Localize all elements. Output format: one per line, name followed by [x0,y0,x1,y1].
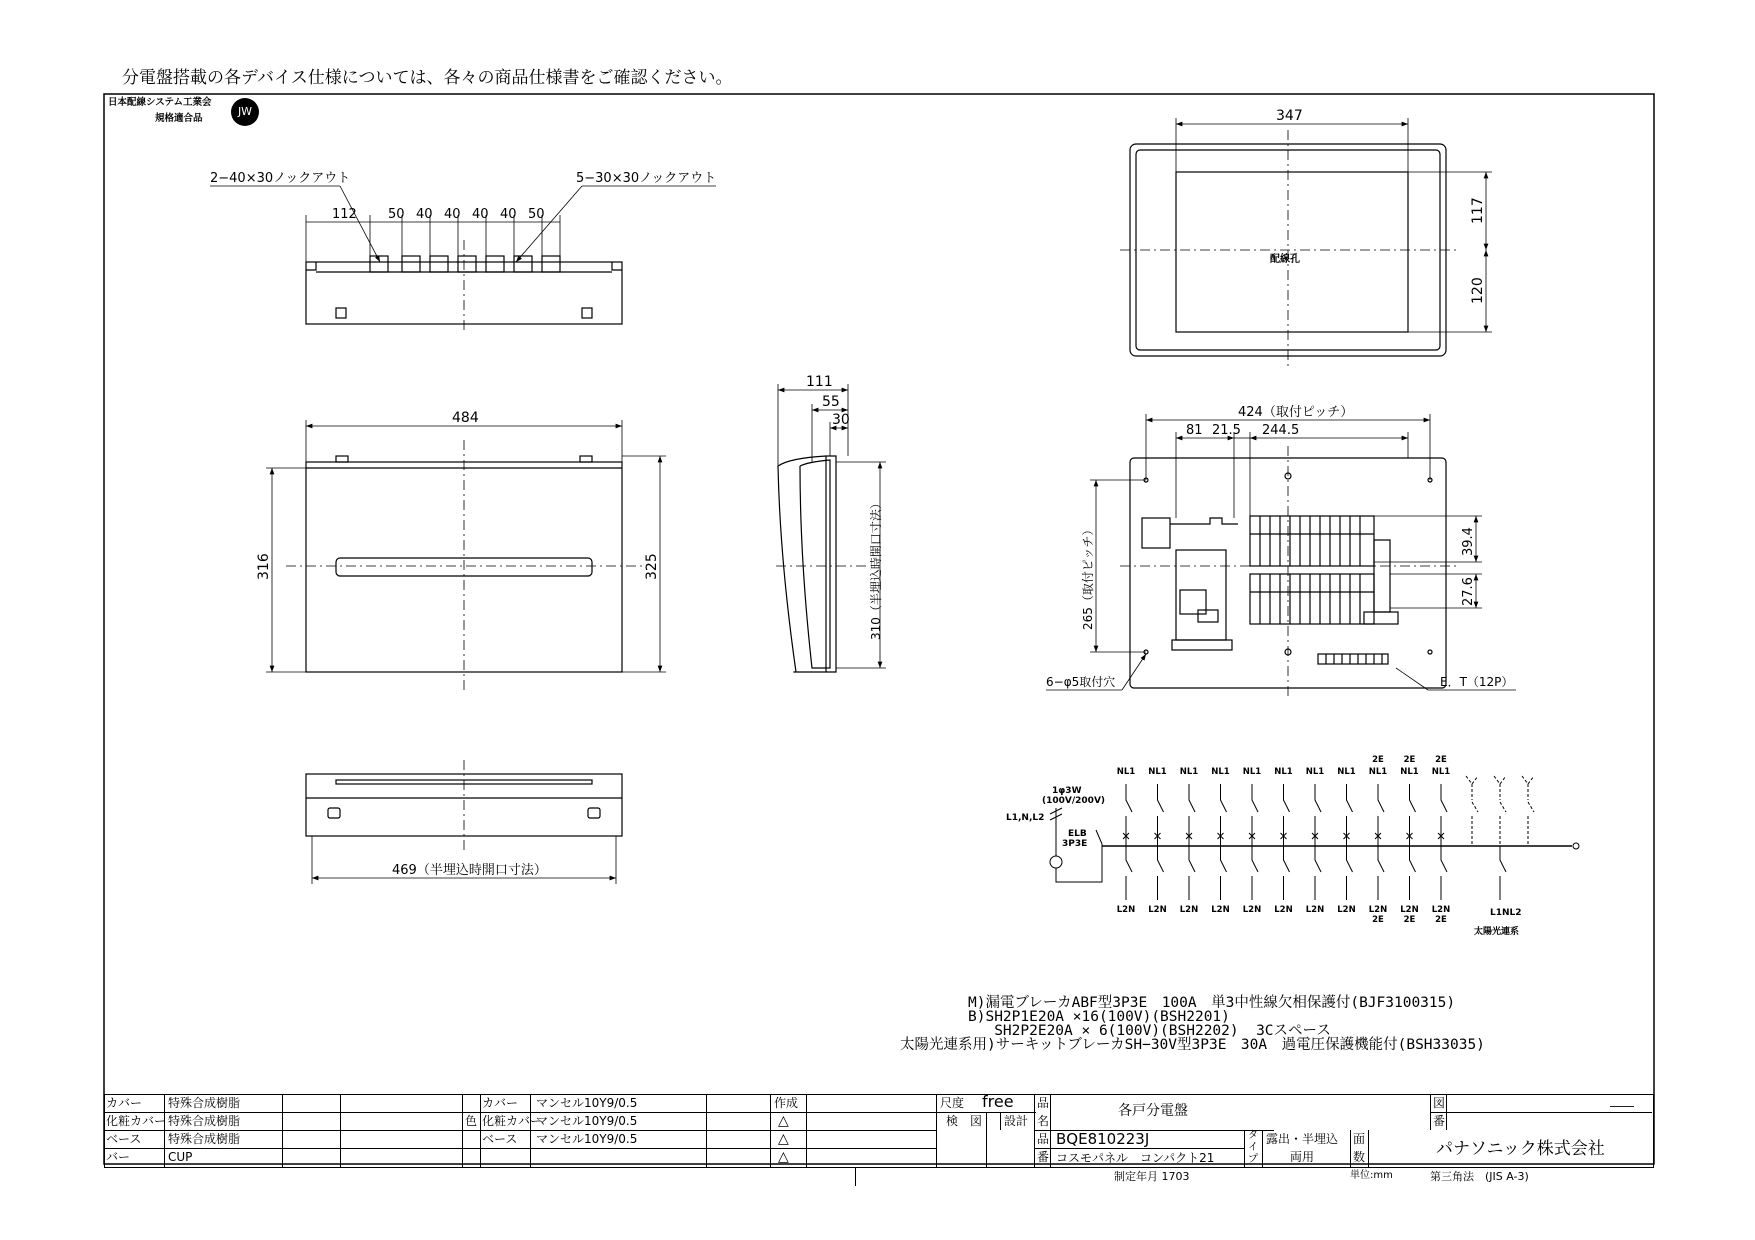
top-dim-1: 112 [332,207,357,222]
branch-9 [1378,784,1384,900]
wiring-lower-dim: 120 [1470,277,1486,304]
branch-top-label-1: NL1 [1116,767,1136,777]
mount-dim-276: 27.6 [1461,577,1476,606]
title-block [104,1094,1654,1168]
branch-top-2e-10: 2E [1403,755,1416,765]
material-part-4: バー [106,1150,131,1164]
branch-bottom-label-11: L2N [1431,905,1451,915]
mount-dim-215: 21.5 [1212,423,1241,438]
branch-top-label-9: NL1 [1368,767,1388,777]
certification-seal-icon: JW [231,98,259,126]
front-view [266,420,666,694]
spec-line-solar: 太陽光連系用)サーキットブレーカSH−30V型3P3E 30A 過電圧保護機能付(BSH33035) [900,1037,1485,1053]
branch-bottom-label-4: L2N [1211,905,1230,915]
spare-branch-2 [1494,776,1506,846]
elb-label: ELB [1068,829,1087,839]
color-value-3: マンセル10Y9/0.5 [536,1132,638,1146]
wiring-hole-view [1120,118,1492,370]
input-label: L1,N,L2 [1006,813,1045,823]
unit-label: 単位:mm [1350,1170,1393,1181]
color-value-2: マンセル10Y9/0.5 [536,1114,638,1128]
branch-4 [1221,784,1227,900]
branch-top-label-7: NL1 [1305,767,1325,777]
solar-caption: 太陽光連系 [1474,927,1520,937]
model-label-1: 品 [1037,1132,1050,1146]
branch-bottom-label-6: L2N [1274,905,1293,915]
revision-1: △ [778,1113,789,1129]
spare-branch-1 [1466,776,1478,846]
color-value-1: マンセル10Y9/0.5 [536,1096,638,1110]
wiring-width-dim: 347 [1276,108,1303,124]
wiring-upper-dim: 117 [1470,197,1486,224]
branch-1 [1126,784,1132,900]
branch-11 [1441,784,1447,900]
solar-branch [1500,846,1506,900]
color-part-1: カバー [482,1096,519,1110]
fig-label-1: 図 [1433,1096,1446,1110]
knockout-left-label: 2−40×30ノックアウト [210,171,351,186]
branch-bottom-label-10: L2N [1400,905,1419,915]
color-part-3: ベース [482,1132,518,1146]
mounting-view [1046,414,1516,700]
top-dim-3: 40 [416,207,433,222]
branch-top-label-10: NL1 [1400,767,1419,777]
branch-top-label-5: NL1 [1242,767,1262,777]
mount-dim-394: 39.4 [1461,527,1476,556]
association-label: 日本配線システム工業会 [108,97,212,108]
product-name: 各戸分電盤 [1118,1103,1188,1119]
earth-terminal-label: E．T（12P） [1440,675,1514,689]
mount-holes-label: 6−φ5取付穴 [1046,675,1116,689]
side-depth-111: 111 [806,374,833,390]
type-value-1: 露出・半埋込 [1266,1132,1339,1146]
supply-label: 1φ3W [1052,786,1082,796]
branch-top-label-11: NL1 [1431,767,1451,777]
branch-top-label-4: NL1 [1211,767,1230,777]
name-label-1: 品 [1037,1096,1050,1110]
spec-notice: 分電盤搭載の各デバイス仕様については、各々の商品仕様書をご確認ください。 [122,68,733,88]
branch-circuits [1123,776,1534,900]
material-part-3: ベース [106,1132,142,1146]
scale-label: 尺度 [940,1096,965,1110]
branch-10 [1410,784,1416,900]
elb-type-label: 3P3E [1062,839,1088,849]
branch-7 [1315,784,1321,900]
material-value-4: CUP [168,1150,193,1164]
established-date: 制定年月 1703 [1114,1170,1190,1183]
top-view [210,186,716,330]
branch-top-label-2: NL1 [1148,767,1167,777]
name-label-2: 名 [1037,1114,1050,1128]
branch-top-label-3: NL1 [1179,767,1199,777]
front-height-left-dim: 316 [256,553,272,580]
mount-pitch-height: 265（取付ピッチ） [1081,523,1095,630]
face-label-1: 面 [1353,1132,1366,1146]
fig-label-2: 番 [1433,1114,1446,1128]
branch-bottom-label-3: L2N [1179,905,1199,915]
branch-bottom-label-1: L2N [1116,905,1136,915]
top-dim-7: 50 [528,207,545,222]
spec-line-branch-2: SH2P2E20A × 6(100V)(BSH2202) 3Cスペース [968,1023,1331,1039]
branch-bottom-label-8: L2N [1337,905,1356,915]
model-number: BQE810223J [1056,1130,1150,1148]
branch-3 [1189,784,1195,900]
mount-pitch-width: 424（取付ピッチ） [1238,405,1354,420]
color-part-2: 化粧カバー [482,1114,543,1128]
series-name: コスモパネル コンパクト21 [1056,1151,1215,1165]
color-label: 色 [465,1114,478,1128]
material-value-1: 特殊合成樹脂 [168,1096,241,1110]
scale-value: free [982,1092,1014,1111]
wiring-hole-label: 配線孔 [1270,254,1300,265]
branch-5 [1252,784,1258,900]
branch-bottom-label-5: L2N [1242,905,1262,915]
side-opening-dim: 310（半埋込時開口寸法） [869,497,883,640]
mount-dim-2445: 244.5 [1262,423,1300,438]
branch-top-2e-11: 2E [1435,755,1447,765]
check-label: 検 図 [946,1114,983,1128]
type-label-2: イ [1248,1142,1258,1153]
branch-bottom-2e-11: 2E [1435,915,1447,925]
solar-label: L1NL2 [1490,908,1522,918]
projection-label: 第三角法 (JIS A-3) [1430,1170,1529,1183]
face-label-2: 数 [1353,1150,1366,1164]
type-label-3: プ [1248,1154,1258,1165]
company-name: パナソニック株式会社 [1436,1139,1605,1159]
branch-bottom-2e-10: 2E [1403,915,1416,925]
branch-top-2e-9: 2E [1372,755,1384,765]
material-value-2: 特殊合成樹脂 [168,1114,241,1128]
branch-bottom-label-7: L2N [1305,905,1325,915]
branch-bottom-label-2: L2N [1148,905,1167,915]
front-height-right-dim: 325 [644,553,660,580]
type-label-1: タ [1248,1130,1258,1141]
branch-top-label-8: NL1 [1337,767,1356,777]
compliance-label: 規格適合品 [155,113,203,124]
revision-3: △ [778,1149,789,1165]
fig-value: ―― [1610,1099,1634,1113]
design-label: 設計 [1004,1114,1029,1128]
side-depth-30: 30 [832,412,850,428]
branch-2 [1158,784,1164,900]
branch-top-label-6: NL1 [1274,767,1293,777]
material-part-2: 化粧カバー [106,1114,167,1128]
side-depth-55: 55 [822,394,840,410]
revision-2: △ [778,1131,789,1147]
spare-branch-3 [1522,776,1534,846]
material-part-1: カバー [106,1096,143,1110]
made-label: 作成 [774,1096,799,1110]
top-dim-4: 40 [444,207,461,222]
branch-bottom-2e-9: 2E [1372,915,1384,925]
branch-6 [1284,784,1290,900]
branch-8 [1347,784,1353,900]
knockout-right-label: 5−30×30ノックアウト [576,171,717,186]
type-value-2: 両用 [1290,1150,1315,1164]
top-dim-6: 40 [500,207,517,222]
bottom-opening-dim: 469（半埋込時開口寸法） [392,863,547,878]
supply-voltage-label: (100V/200V) [1042,796,1106,806]
branch-bottom-label-9: L2N [1368,905,1388,915]
spec-line-branch-1: B)SH2P1E20A ×16(100V)(BSH2201) [968,1009,1230,1025]
material-value-3: 特殊合成樹脂 [168,1132,241,1146]
front-width-dim: 484 [452,410,479,426]
top-dim-2: 50 [388,207,405,222]
top-dim-5: 40 [472,207,489,222]
mount-dim-81: 81 [1186,423,1203,438]
model-label-2: 番 [1037,1150,1050,1164]
spec-line-main: M)漏電ブレーカABF型3P3E 100A 単3中性線欠相保護付(BJF3100315) [968,995,1456,1011]
